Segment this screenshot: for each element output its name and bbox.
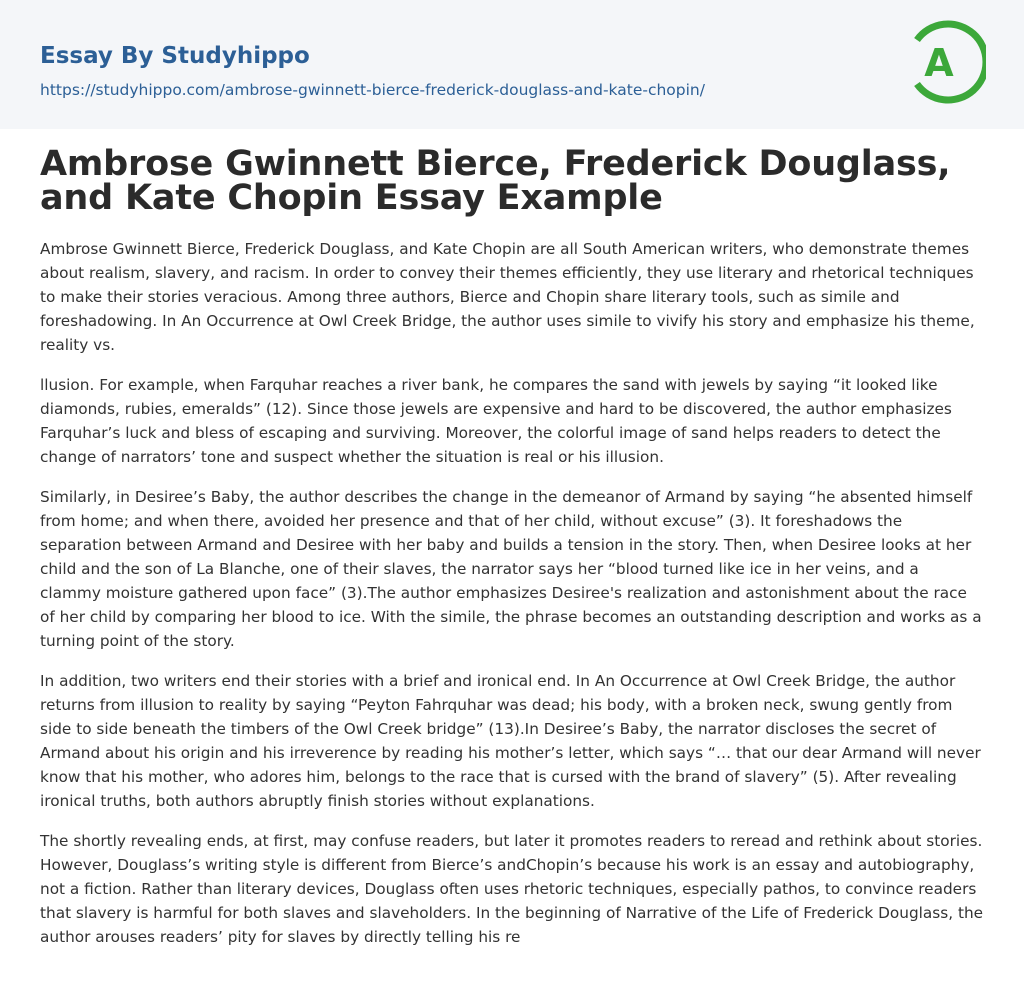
paragraph: The shortly revealing ends, at first, may confuse readers, but later it promotes readers to reread and rethink about stories. However, Douglass’s writing style is different from Bierce’s andChopin’s because his work is an essay and autobiography, not a fiction. Rather than literary devices, Douglass often uses rhetoric techniques, especially pathos, to convince readers that slavery is harmful for both slaves and slaveholders. In the beginning of Narrative of the Life of Frederick Douglass, the author arouses readers’ pity for slaves by directly telling his re: [40, 832, 984, 946]
article: [0, 129, 1024, 949]
paragraph: Similarly, in Desiree’s Baby, the author describes the change in the demeanor of Armand by saying “he absented himself from home; and when there, avoided her presence and that of her child, without excuse” (3). It foreshadows the separation between Armand and Desiree with her baby and builds a tension in the story. Then, when Desiree looks at her child and the son of La Blanche, one of their slaves, the narrator says her “blood turned like ice in her veins, and a clammy moisture gathered upon face” (3).The author emphasizes Desiree's realization and astonishment about the race of her child by comparing her blood to ice. With the simile, the phrase becomes an outstanding description and works as a turning point of the story.: [40, 488, 982, 650]
paragraph: Ambrose Gwinnett Bierce, Frederick Douglass, and Kate Chopin are all South American writers, who demonstrate themes about realism, slavery, and racism. In order to convey their themes efficiently, they use literary and rhetorical techniques to make their stories veracious. Among three authors, Bierce and Chopin share literary tools, such as simile and foreshadowing. In An Occurrence at Owl Creek Bridge, the author uses simile to vivify his story and emphasize his theme, reality vs.: [40, 240, 975, 354]
logo-letter: A: [924, 41, 954, 85]
paragraph: llusion. For example, when Farquhar reaches a river bank, he compares the sand with jewels by saying “it looked like diamonds, rubies, emeralds” (12). Since those jewels are expensive and hard to be discovered, the author emphasizes Farquhar’s luck and bless of escaping and surviving. Moreover, the colorful image of sand helps readers to detect the change of narrators’ tone and suspect whether the situation is real or his illusion.: [40, 376, 952, 466]
source-url-link[interactable]: https://studyhippo.com/ambrose-gwinnett-bierce-frederick-douglass-and-kate-chopin/: [40, 81, 705, 99]
studyhippo-logo[interactable]: [912, 18, 986, 106]
page-title: Ambrose Gwinnett Bierce, Frederick Douglass, and Kate Chopin Essay Example: [40, 144, 951, 218]
paragraph: In addition, two writers end their stories with a brief and ironical end. In An Occurrence at Owl Creek Bridge, the author returns from illusion to reality by saying “Peyton Fahrquhar was dead; his body, with a broken neck, swung gently from side to side beneath the timbers of the Owl Creek bridge” (13).In Desiree’s Baby, the narrator discloses the secret of Armand about his origin and his irreverence by reading his mother’s letter, which says “… that our dear Armand will never know that his mother, who adores him, belongs to the race that is cursed with the brand of slavery” (5). After revealing ironical truths, both authors abruptly finish stories without explanations.: [40, 672, 981, 810]
logo-ring-icon: [912, 18, 986, 106]
brand-title: Essay By Studyhippo: [40, 43, 310, 69]
site-header: [0, 0, 1024, 129]
